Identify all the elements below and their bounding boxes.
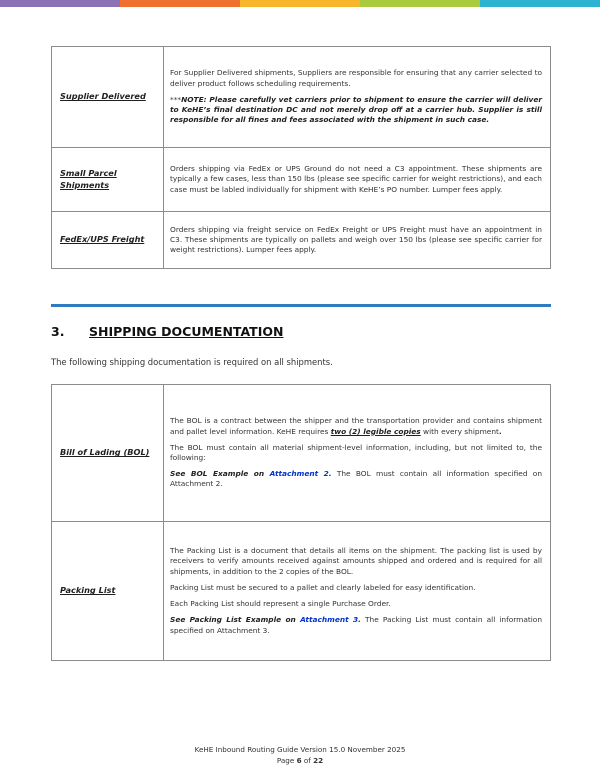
table-row [52, 212, 551, 269]
text-run: of [301, 756, 314, 765]
row-label-bill-of-lading: Bill of Lading (BOL) [52, 385, 164, 522]
row-description [164, 522, 551, 661]
packing-paragraph-1: The Packing List is a document that details all items on the shipment. The packing list is used by receivers to verify amounts received against amounts shipped and ordered and is required for all shipments, in addition to the 2 copies of the BOL. [170, 546, 542, 576]
section-divider [51, 304, 551, 307]
packing-paragraph-4 [170, 615, 542, 635]
row-label-packing-list: Packing List [52, 522, 164, 661]
note-paragraph [170, 95, 542, 126]
packing-paragraph-2: Packing List must be secured to a pallet and clearly labeled for easy identification. [170, 582, 476, 592]
text-run: The BOL must contain all information specified on Attachment 2. [170, 469, 543, 489]
total-pages: 22 [313, 756, 324, 765]
text-run: See BOL Example on [170, 469, 270, 479]
color-bar-yellow [240, 0, 360, 7]
bol-paragraph-2: The BOL must contain all material shipment-level information, including, but not limited to, the following: [170, 442, 542, 462]
current-page: 6 [296, 756, 302, 765]
section-heading [51, 324, 283, 339]
header-color-bar [0, 0, 600, 7]
attachment-3-link[interactable]: Attachment 3. [300, 615, 361, 625]
note-prefix: *** [170, 94, 182, 104]
section-intro: The following shipping documentation is required on all shipments. [51, 357, 333, 367]
shipping-documentation-table [51, 384, 551, 661]
text-run: . [498, 426, 502, 436]
attachment-2-link[interactable]: Attachment 2. [269, 469, 332, 479]
table-row [52, 522, 551, 661]
packing-paragraph-3: Each Packing List should represent a single Purchase Order. [170, 599, 391, 609]
row-label-fedex-ups-freight: FedEx/UPS Freight [52, 212, 164, 269]
bol-paragraph-1 [170, 416, 542, 436]
color-bar-teal [480, 0, 600, 7]
row-label-small-parcel: Small Parcel Shipments [52, 148, 164, 212]
table-row [52, 148, 551, 212]
section-title: SHIPPING DOCUMENTATION [89, 324, 284, 339]
color-bar-purple [0, 0, 120, 7]
text-run: with every shipment [420, 426, 499, 436]
text-run: Page [276, 756, 297, 765]
text-run: The Packing List must contain all information specified on Attachment 3. [170, 615, 543, 635]
color-bar-orange [120, 0, 240, 7]
row-description [164, 212, 551, 269]
section-number: 3. [51, 324, 65, 339]
table-row [52, 385, 551, 522]
note-text: NOTE: Please carefully vet carriers prior to shipment to ensure the carrier will deliver to KeHE’s final destination DC and not merely drop off at a carrier hub. Supplier is still responsible for all fines and fees associated with the shipment in such case. [170, 94, 542, 125]
color-bar-green [360, 0, 480, 7]
footer-page-number [0, 756, 600, 765]
row-label-supplier-delivered: Supplier Delivered [52, 47, 164, 148]
description-paragraph: Orders shipping via FedEx or UPS Ground do not need a C3 appointment. These shipments are typically a few cases, less than 150 lbs (please see specific carrier for weight restrictions), and each case must be labled individually for shipment with KeHE’s PO number. Lumper fees apply. [170, 164, 542, 194]
row-description [164, 148, 551, 212]
bol-paragraph-3 [170, 469, 542, 489]
table-row [52, 47, 551, 148]
footer-title: KeHE Inbound Routing Guide Version 15.0 November 2025 [194, 745, 406, 754]
text-run: See Packing List Example on [170, 615, 301, 625]
row-description [164, 385, 551, 522]
emphasis-text: two (2) legible copies [330, 426, 421, 436]
text-run: The BOL is a contract between the shipper and the transportation provider and contains shipment and pallet level information. KeHE requires [170, 416, 542, 436]
description-paragraph: For Supplier Delivered shipments, Suppliers are responsible for ensuring that any carrier selected to deliver product follows scheduling requirements. [170, 68, 542, 88]
delivery-methods-table [51, 46, 551, 269]
description-paragraph: Orders shipping via freight service on FedEx Freight or UPS Freight must have an appointment in C3. These shipments are typically on pallets and weigh over 150 lbs (please see specific carrier for weight restrictions). Lumper fees apply. [170, 224, 542, 255]
row-description [164, 47, 551, 148]
